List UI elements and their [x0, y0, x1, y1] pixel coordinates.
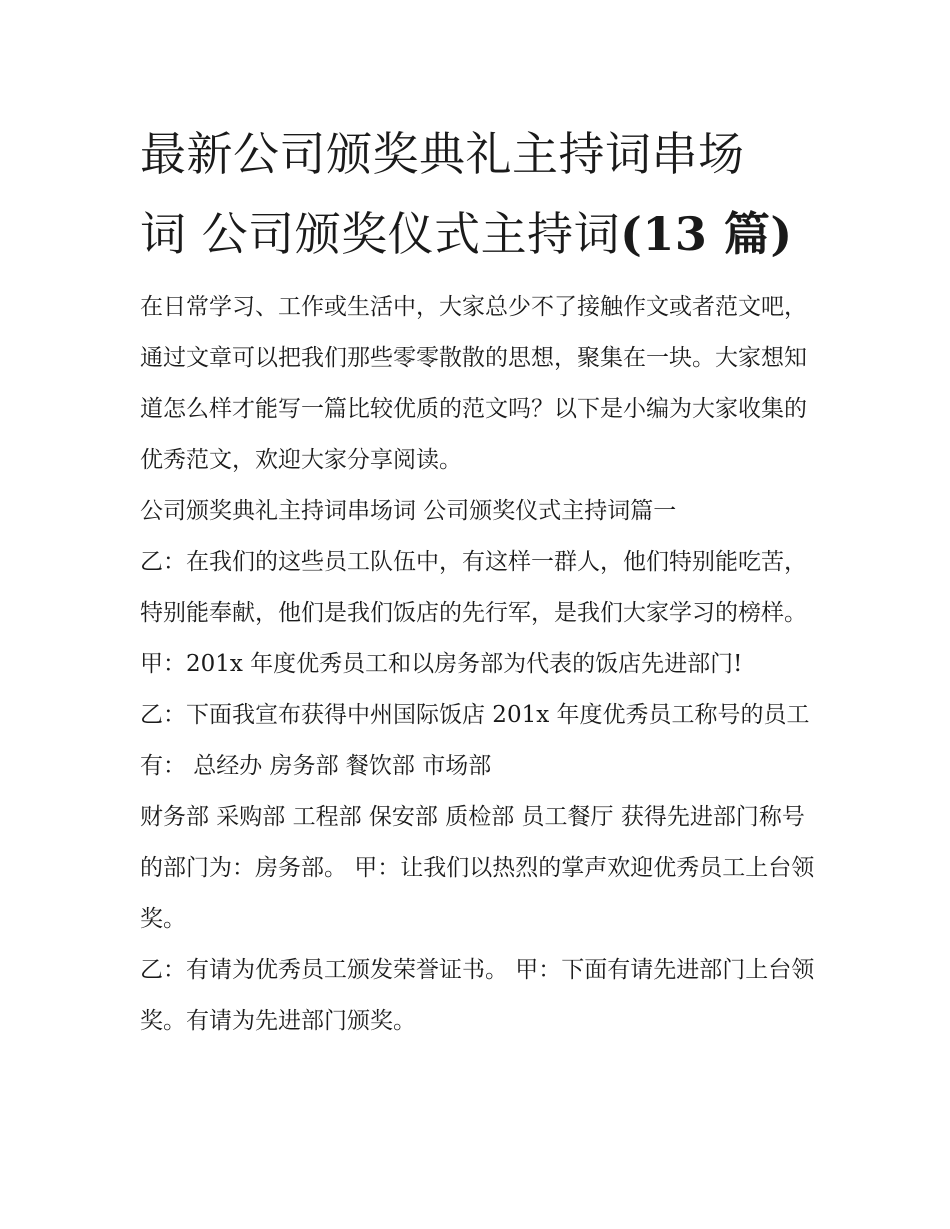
intro-paragraph: 在日常学习、工作或生活中，大家总少不了接触作文或者范文吧，通过文章可以把我们那些零零散散的思想，聚集在一块。大家想知道怎么样才能写一篇比较优质的范文吗？以下是小编为大家收集的优秀范文，欢迎大家分享阅读。 — [140, 294, 807, 473]
paragraph-2: 甲：201x 年度优秀员工和以房务部为代表的饭店先进部门! — [140, 651, 743, 677]
document-page — [140, 114, 820, 1047]
paragraph-5: 乙：有请为优秀员工颁发荣誉证书。 甲：下面有请先进部门上台领奖。有请为先进部门颁奖。 — [140, 957, 815, 1034]
paragraph-4: 财务部 采购部 工程部 保安部 质检部 员工餐厅 获得先进部门称号的部门为：房务部。 甲：让我们以热烈的掌声欢迎优秀员工上台领奖。 — [140, 804, 815, 932]
section-heading: 公司颁奖典礼主持词串场词 公司颁奖仪式主持词篇一 — [140, 498, 677, 524]
paragraph-1: 乙：在我们的这些员工队伍中，有这样一群人，他们特别能吃苦，特别能奉献，他们是我们饭店的先行军，是我们大家学习的榜样。 — [140, 549, 807, 626]
document-title — [140, 114, 820, 274]
title-line-2-prefix: 词 公司颁奖仪式主持词 — [140, 207, 621, 261]
paragraph-3: 乙：下面我宣布获得中州国际饭店 201x 年度优秀员工称号的员工有： 总经办 房务部 餐饮部 市场部 — [140, 702, 810, 779]
document-body — [140, 282, 820, 1047]
title-line-1: 最新公司颁奖典礼主持词串场 — [140, 127, 745, 181]
title-line-2-suffix: (13 篇) — [620, 207, 793, 261]
